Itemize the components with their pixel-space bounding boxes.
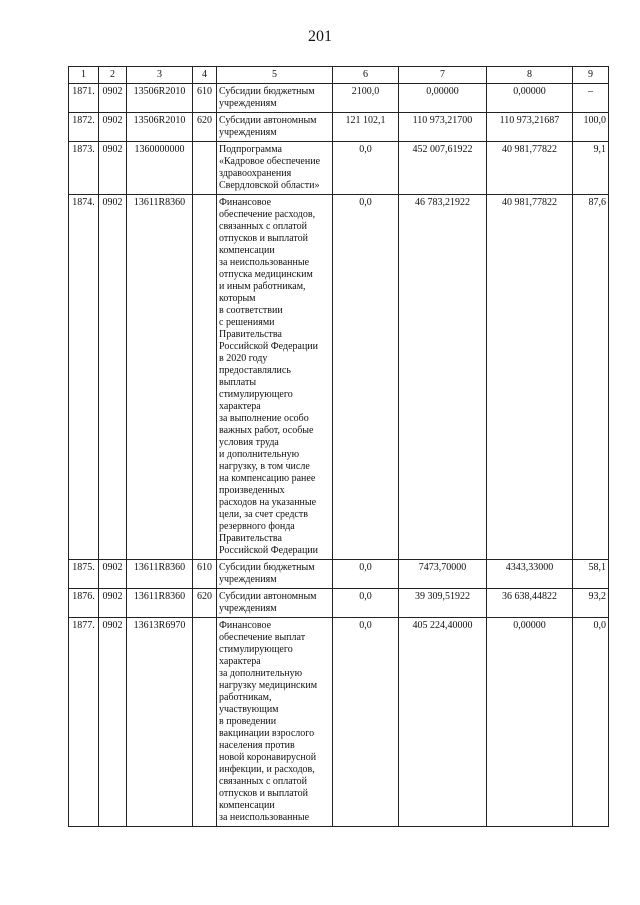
value-col6: 0,0 [333, 618, 399, 827]
column-header: 6 [333, 67, 399, 84]
percent-col9: 100,0 [573, 113, 609, 142]
value-col7: 110 973,21700 [399, 113, 487, 142]
row-number: 1874. [69, 195, 99, 560]
value-col7: 0,00000 [399, 84, 487, 113]
item-name: Подпрограмма «Кадровое обеспечение здравоохранения Свердловской области» [217, 142, 333, 195]
value-col7: 39 309,51922 [399, 589, 487, 618]
table-row [69, 618, 609, 827]
section-code: 0902 [99, 84, 127, 113]
section-code: 0902 [99, 560, 127, 589]
percent-col9: 93,2 [573, 589, 609, 618]
section-code: 0902 [99, 589, 127, 618]
row-number: 1876. [69, 589, 99, 618]
value-col7: 405 224,40000 [399, 618, 487, 827]
table-row [69, 142, 609, 195]
column-header: 4 [193, 67, 217, 84]
expense-type [193, 618, 217, 827]
row-number: 1873. [69, 142, 99, 195]
target-code: 13611R8360 [127, 560, 193, 589]
value-col8: 0,00000 [487, 84, 573, 113]
table-header-row [69, 67, 609, 84]
expense-type: 620 [193, 589, 217, 618]
item-name: Субсидии бюджетным учреждениям [217, 560, 333, 589]
row-number: 1871. [69, 84, 99, 113]
value-col8: 0,00000 [487, 618, 573, 827]
table-row [69, 589, 609, 618]
value-col7: 452 007,61922 [399, 142, 487, 195]
row-number: 1872. [69, 113, 99, 142]
table-row [69, 113, 609, 142]
section-code: 0902 [99, 195, 127, 560]
target-code: 1360000000 [127, 142, 193, 195]
percent-col9: 58,1 [573, 560, 609, 589]
section-code: 0902 [99, 142, 127, 195]
percent-col9: 0,0 [573, 618, 609, 827]
item-name: Субсидии автономным учреждениям [217, 113, 333, 142]
value-col8: 36 638,44822 [487, 589, 573, 618]
section-code: 0902 [99, 113, 127, 142]
value-col6: 0,0 [333, 142, 399, 195]
column-header: 7 [399, 67, 487, 84]
value-col6: 2100,0 [333, 84, 399, 113]
expense-type [193, 195, 217, 560]
item-name: Субсидии бюджетным учреждениям [217, 84, 333, 113]
column-header: 1 [69, 67, 99, 84]
percent-col9: – [573, 84, 609, 113]
target-code: 13506R2010 [127, 84, 193, 113]
percent-col9: 9,1 [573, 142, 609, 195]
table-row [69, 560, 609, 589]
value-col6: 0,0 [333, 560, 399, 589]
expense-type: 610 [193, 84, 217, 113]
column-header: 5 [217, 67, 333, 84]
value-col8: 40 981,77822 [487, 195, 573, 560]
item-name: Финансовое обеспечение расходов, связанных с оплатой отпусков и выплатой компенсации за неиспользованные отпуска медицинским и иным работникам, которым в соответствии с решениями Правительства Российской Федерации в 2020 году предоставлялись выплаты стимулирующего характера за выполнение особо важных работ, особые условия труда и дополнительную нагрузку, в том числе на компенсацию ранее произведенных расходов на указанные цели, за счет средств резервного фонда Правительства Российской Федерации [217, 195, 333, 560]
table-row [69, 84, 609, 113]
item-name: Финансовое обеспечение выплат стимулирующего характера за дополнительную нагрузку медицинским работникам, участвующим в проведении вакцинации взрослого населения против новой коронавирусной инфекции, и расходов, связанных с оплатой отпусков и выплатой компенсации за неиспользованные [217, 618, 333, 827]
target-code: 13611R8360 [127, 589, 193, 618]
row-number: 1875. [69, 560, 99, 589]
value-col6: 0,0 [333, 589, 399, 618]
column-header: 3 [127, 67, 193, 84]
value-col8: 4343,33000 [487, 560, 573, 589]
expense-type: 620 [193, 113, 217, 142]
value-col8: 40 981,77822 [487, 142, 573, 195]
column-header: 8 [487, 67, 573, 84]
value-col6: 121 102,1 [333, 113, 399, 142]
value-col7: 46 783,21922 [399, 195, 487, 560]
value-col7: 7473,70000 [399, 560, 487, 589]
target-code: 13506R2010 [127, 113, 193, 142]
page-number: 201 [308, 28, 332, 45]
value-col6: 0,0 [333, 195, 399, 560]
item-name: Субсидии автономным учреждениям [217, 589, 333, 618]
row-number: 1877. [69, 618, 99, 827]
target-code: 13613R6970 [127, 618, 193, 827]
budget-table [68, 66, 609, 827]
percent-col9: 87,6 [573, 195, 609, 560]
target-code: 13611R8360 [127, 195, 193, 560]
column-header: 9 [573, 67, 609, 84]
value-col8: 110 973,21687 [487, 113, 573, 142]
column-header: 2 [99, 67, 127, 84]
table-row [69, 195, 609, 560]
section-code: 0902 [99, 618, 127, 827]
expense-type: 610 [193, 560, 217, 589]
expense-type [193, 142, 217, 195]
